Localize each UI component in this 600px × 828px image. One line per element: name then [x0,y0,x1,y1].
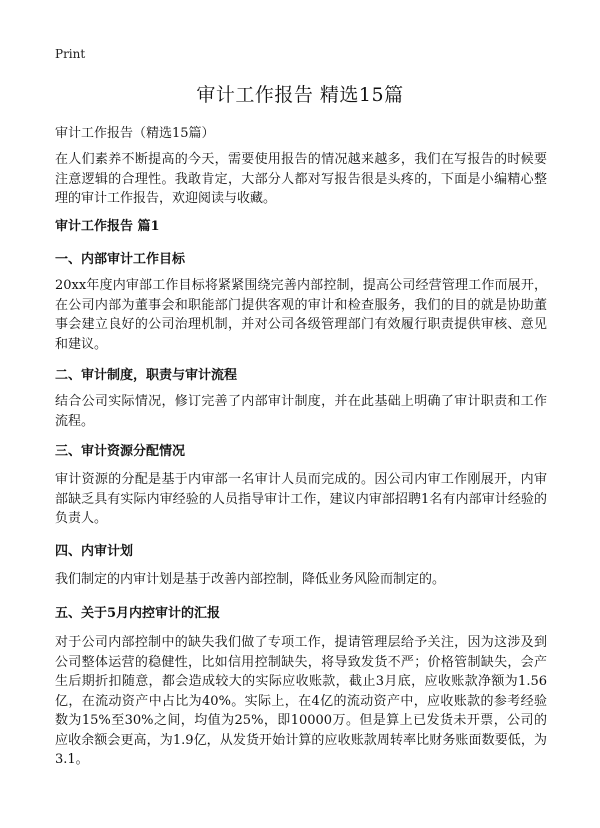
section-text-3: 审计资源的分配是基于内审部一名审计人员而完成的。因公司内审工作刚展开，内审部缺乏具有实际内审经验的人员指导审计工作，建议内审部招聘1名有内部审计经验的负责人。 [55,472,547,526]
section-heading-3: 三、审计资源分配情况 [55,444,186,459]
section-heading-4: 四、内审计划 [55,544,134,559]
section-heading-5: 五、关于5月内控审计的汇报 [55,606,221,621]
page-title: 审计工作报告 精选15篇 [196,84,404,106]
print-link[interactable]: Print [55,47,86,61]
section-text-5: 对于公司内部控制中的缺失我们做了专项工作，提请管理层给予关注，因为这涉及到公司整体运营的稳健性，比如信用控制缺失，将导致发货不严；价格管制缺失，会产生后期折扣随意，都会造成较大的实际应收账款，截止3月底，应收账款净额为1.56亿，在流动资产中占比为40%。实际上，在4亿的流动资产中，应收账款的参考经验数为15%至30%之间，均值为25%，即10000万。但是算上已发货未开票，公司的应收余额会更高，为1.9亿，从发货开始计算的应收账款周转率比财务账面数要低，为3.1。 [55,635,547,767]
section-heading-2: 二、审计制度，职责与审计流程 [55,368,238,383]
section-text-2: 结合公司实际情况，修订完善了内部审计制度，并在此基础上明确了审计职责和工作流程。 [55,394,547,429]
section-text-4: 我们制定的内审计划是基于改善内部控制，降低业务风险而制定的。 [55,572,446,587]
section-text-1: 20xx年度内审部工作目标将紧紧围绕完善内部控制，提高公司经营管理工作而展开，在公司内部为董事会和职能部门提供客观的审计和检查服务，我们的目的就是协助董事会建立良好的公司治理机制，并对公司各级管理部门有效履行职责提供审核、意见和建议。 [55,278,547,352]
document-subtitle: 审计工作报告（精选15篇） [55,126,215,141]
chapter-heading: 审计工作报告 篇1 [55,219,160,234]
intro-paragraph: 在人们素养不断提高的今天，需要使用报告的情况越来越多，我们在写报告的时候要注意逻辑的合理性。我敢肯定，大部分人都对写报告很是头疼的，下面是小编精心整理的审计工作报告，欢迎阅读与收藏。 [55,152,547,206]
section-heading-1: 一、内部审计工作目标 [55,252,186,267]
